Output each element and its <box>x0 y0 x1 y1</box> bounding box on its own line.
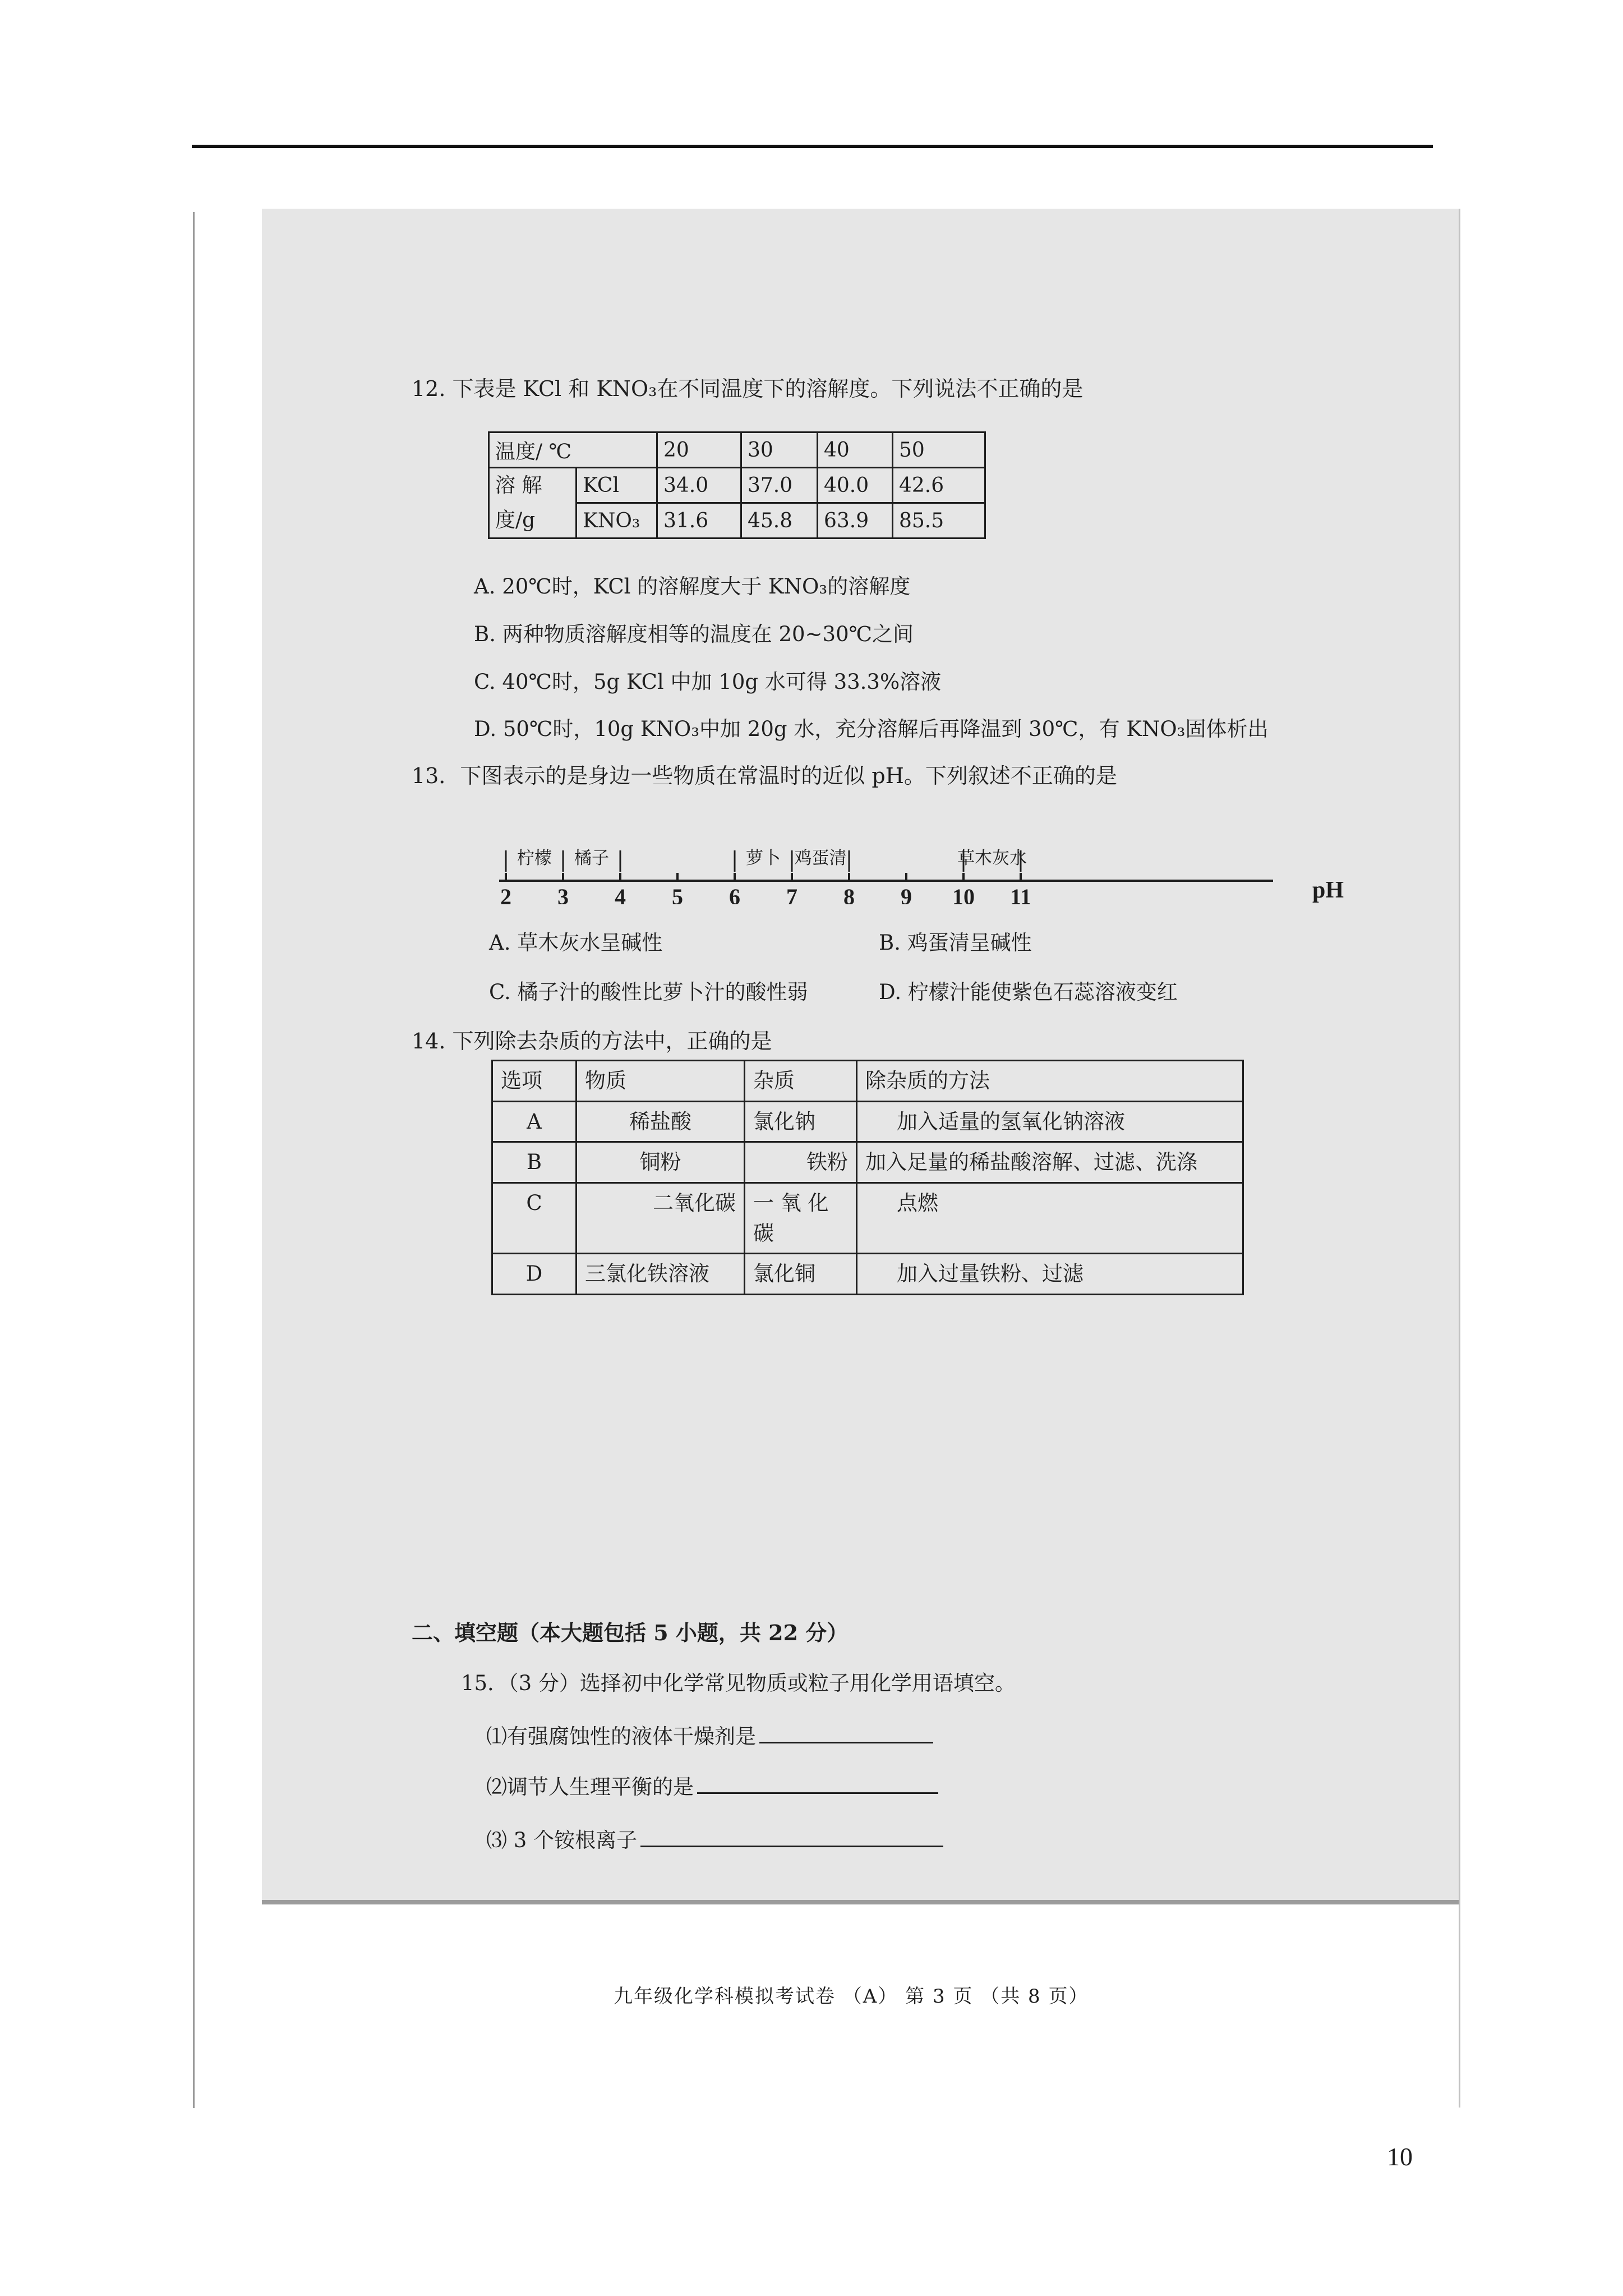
q15-item-3-text: ⑶ 3 个铵根离子 <box>486 1828 638 1852</box>
q15-item-1-text: ⑴有强腐蚀性的液体干燥剂是 <box>486 1724 756 1749</box>
solubility-value: 34.0 <box>657 468 741 503</box>
q12-stem: 12. 下表是 KCl 和 KNO₃在不同温度下的溶解度。下列说法不正确的是 <box>412 376 1083 401</box>
table-row <box>492 1061 1243 1102</box>
substance-name: KNO₃ <box>577 503 657 539</box>
cell-option: A <box>492 1101 577 1142</box>
q15-item-2-text: ⑵调节人生理平衡的是 <box>486 1775 694 1799</box>
ph-substance-label: 柠檬 <box>517 848 552 868</box>
table-row <box>492 1142 1243 1183</box>
temp-cell: 30 <box>741 432 818 468</box>
ph-substance-label: 萝卜 <box>746 848 781 868</box>
q15-item-1 <box>486 1726 933 1747</box>
substance-name: KCl <box>577 468 657 503</box>
ph-tick-label: 11 <box>1010 884 1031 904</box>
solubility-value: 85.5 <box>893 503 985 539</box>
cell-impurity: 铁粉 <box>745 1142 857 1183</box>
q14-stem: 14. 下列除去杂质的方法中，正确的是 <box>412 1029 772 1053</box>
header-method: 除杂质的方法 <box>857 1061 1243 1102</box>
cell-method: 加入足量的稀盐酸溶解、过滤、洗涤 <box>857 1142 1243 1183</box>
solubility-label-line2: 度/g <box>495 508 536 532</box>
answer-blank-3[interactable] <box>640 1846 943 1847</box>
cell-impurity: 氯化铜 <box>745 1254 857 1295</box>
ph-labels <box>506 848 1027 872</box>
q12-option-a: A. 20℃时，KCl 的溶解度大于 KNO₃的溶解度 <box>474 574 911 599</box>
exam-footer: 九年级化学科模拟考试卷 （A） 第 3 页 （共 8 页） <box>614 1985 1089 2008</box>
q13-option-a: A. 草木灰水呈碱性 <box>489 931 663 955</box>
ph-substance-label: 橘子 <box>574 848 609 868</box>
ph-tick-label: 6 <box>729 884 740 904</box>
cell-impurity: 氯化钠 <box>745 1101 857 1142</box>
cell-option: D <box>492 1254 577 1295</box>
ph-tick-label: 7 <box>786 884 797 904</box>
table-row <box>492 1254 1243 1295</box>
cell-option: C <box>492 1182 577 1253</box>
top-rule <box>192 145 1433 148</box>
cell-substance: 二氧化碳 <box>577 1182 745 1253</box>
cell-substance: 铜粉 <box>577 1142 745 1183</box>
solubility-table <box>488 431 986 539</box>
answer-blank-2[interactable] <box>697 1792 938 1794</box>
cell-substance: 三氯化铁溶液 <box>577 1254 745 1295</box>
q13-option-c: C. 橘子汁的酸性比萝卜汁的酸性弱 <box>489 980 808 1004</box>
table-row <box>492 1101 1243 1142</box>
q15-stem: 15．（3 分）选择初中化学常见物质或粒子用化学用语填空。 <box>461 1671 1016 1695</box>
q13-option-d: D. 柠檬汁能使紫色石蕊溶液变红 <box>879 980 1178 1004</box>
cell-method: 加入适量的氢氧化钠溶液 <box>857 1101 1243 1142</box>
q13-stem: 13．下图表示的是身边一些物质在常温时的近似 pH。下列叙述不正确的是 <box>412 763 1117 788</box>
table-row <box>489 432 985 468</box>
ph-ticks <box>500 873 1031 904</box>
header-impurity: 杂质 <box>745 1061 857 1102</box>
cell-substance: 稀盐酸 <box>577 1101 745 1142</box>
left-margin-rule <box>193 212 195 2108</box>
page-number: 10 <box>1387 2142 1413 2171</box>
ph-tick-label: 9 <box>901 884 912 904</box>
solubility-label-line1: 溶 解 <box>495 474 542 498</box>
ph-tick-label: 5 <box>672 884 683 904</box>
solubility-value: 63.9 <box>818 503 893 539</box>
solubility-value: 40.0 <box>818 468 893 503</box>
answer-blank-1[interactable] <box>759 1742 933 1743</box>
ph-tick-label: 2 <box>500 884 511 904</box>
ph-tick-label: 10 <box>952 884 975 904</box>
right-margin-rule <box>1459 209 1460 2108</box>
table-row <box>492 1182 1243 1253</box>
q15-item-3 <box>486 1830 943 1851</box>
solubility-value: 42.6 <box>893 468 985 503</box>
solubility-value: 37.0 <box>741 468 818 503</box>
scanned-exam-page <box>262 209 1459 2008</box>
temp-cell: 20 <box>657 432 741 468</box>
header-option: 选项 <box>492 1061 577 1102</box>
ph-tick-label: 8 <box>843 884 855 904</box>
solubility-label <box>489 468 577 539</box>
ph-scale-diagram <box>499 820 1408 904</box>
ph-unit: pH <box>1312 877 1344 903</box>
q12-option-c: C. 40℃时，5g KCl 中加 10g 水可得 33.3%溶液 <box>474 670 942 694</box>
q12-option-b: B. 两种物质溶解度相等的温度在 20~30℃之间 <box>474 622 914 646</box>
temp-label: 温度/ ℃ <box>489 432 657 468</box>
q15-item-2 <box>486 1777 938 1797</box>
solubility-value: 45.8 <box>741 503 818 539</box>
ph-substance-label: 鸡蛋清 <box>794 848 847 868</box>
cell-method: 加入过量铁粉、过滤 <box>857 1254 1243 1295</box>
ph-tick-label: 3 <box>557 884 569 904</box>
table-row <box>489 468 985 503</box>
q12-option-d: D. 50℃时，10g KNO₃中加 20g 水，充分溶解后再降温到 30℃，有 KNO₃固体析出 <box>474 717 1269 741</box>
temp-cell: 50 <box>893 432 985 468</box>
cell-impurity: 一 氧 化碳 <box>745 1182 857 1253</box>
section-2-heading: 二、填空题（本大题包括 5 小题，共 22 分） <box>412 1620 849 1645</box>
cell-option: B <box>492 1142 577 1183</box>
ph-tick-label: 4 <box>615 884 626 904</box>
temp-cell: 40 <box>818 432 893 468</box>
header-substance: 物质 <box>577 1061 745 1102</box>
ph-substance-label: 草木灰水 <box>957 848 1027 868</box>
impurity-table <box>491 1060 1244 1295</box>
solubility-value: 31.6 <box>657 503 741 539</box>
cell-method: 点燃 <box>857 1182 1243 1253</box>
q13-option-b: B. 鸡蛋清呈碱性 <box>879 931 1032 955</box>
